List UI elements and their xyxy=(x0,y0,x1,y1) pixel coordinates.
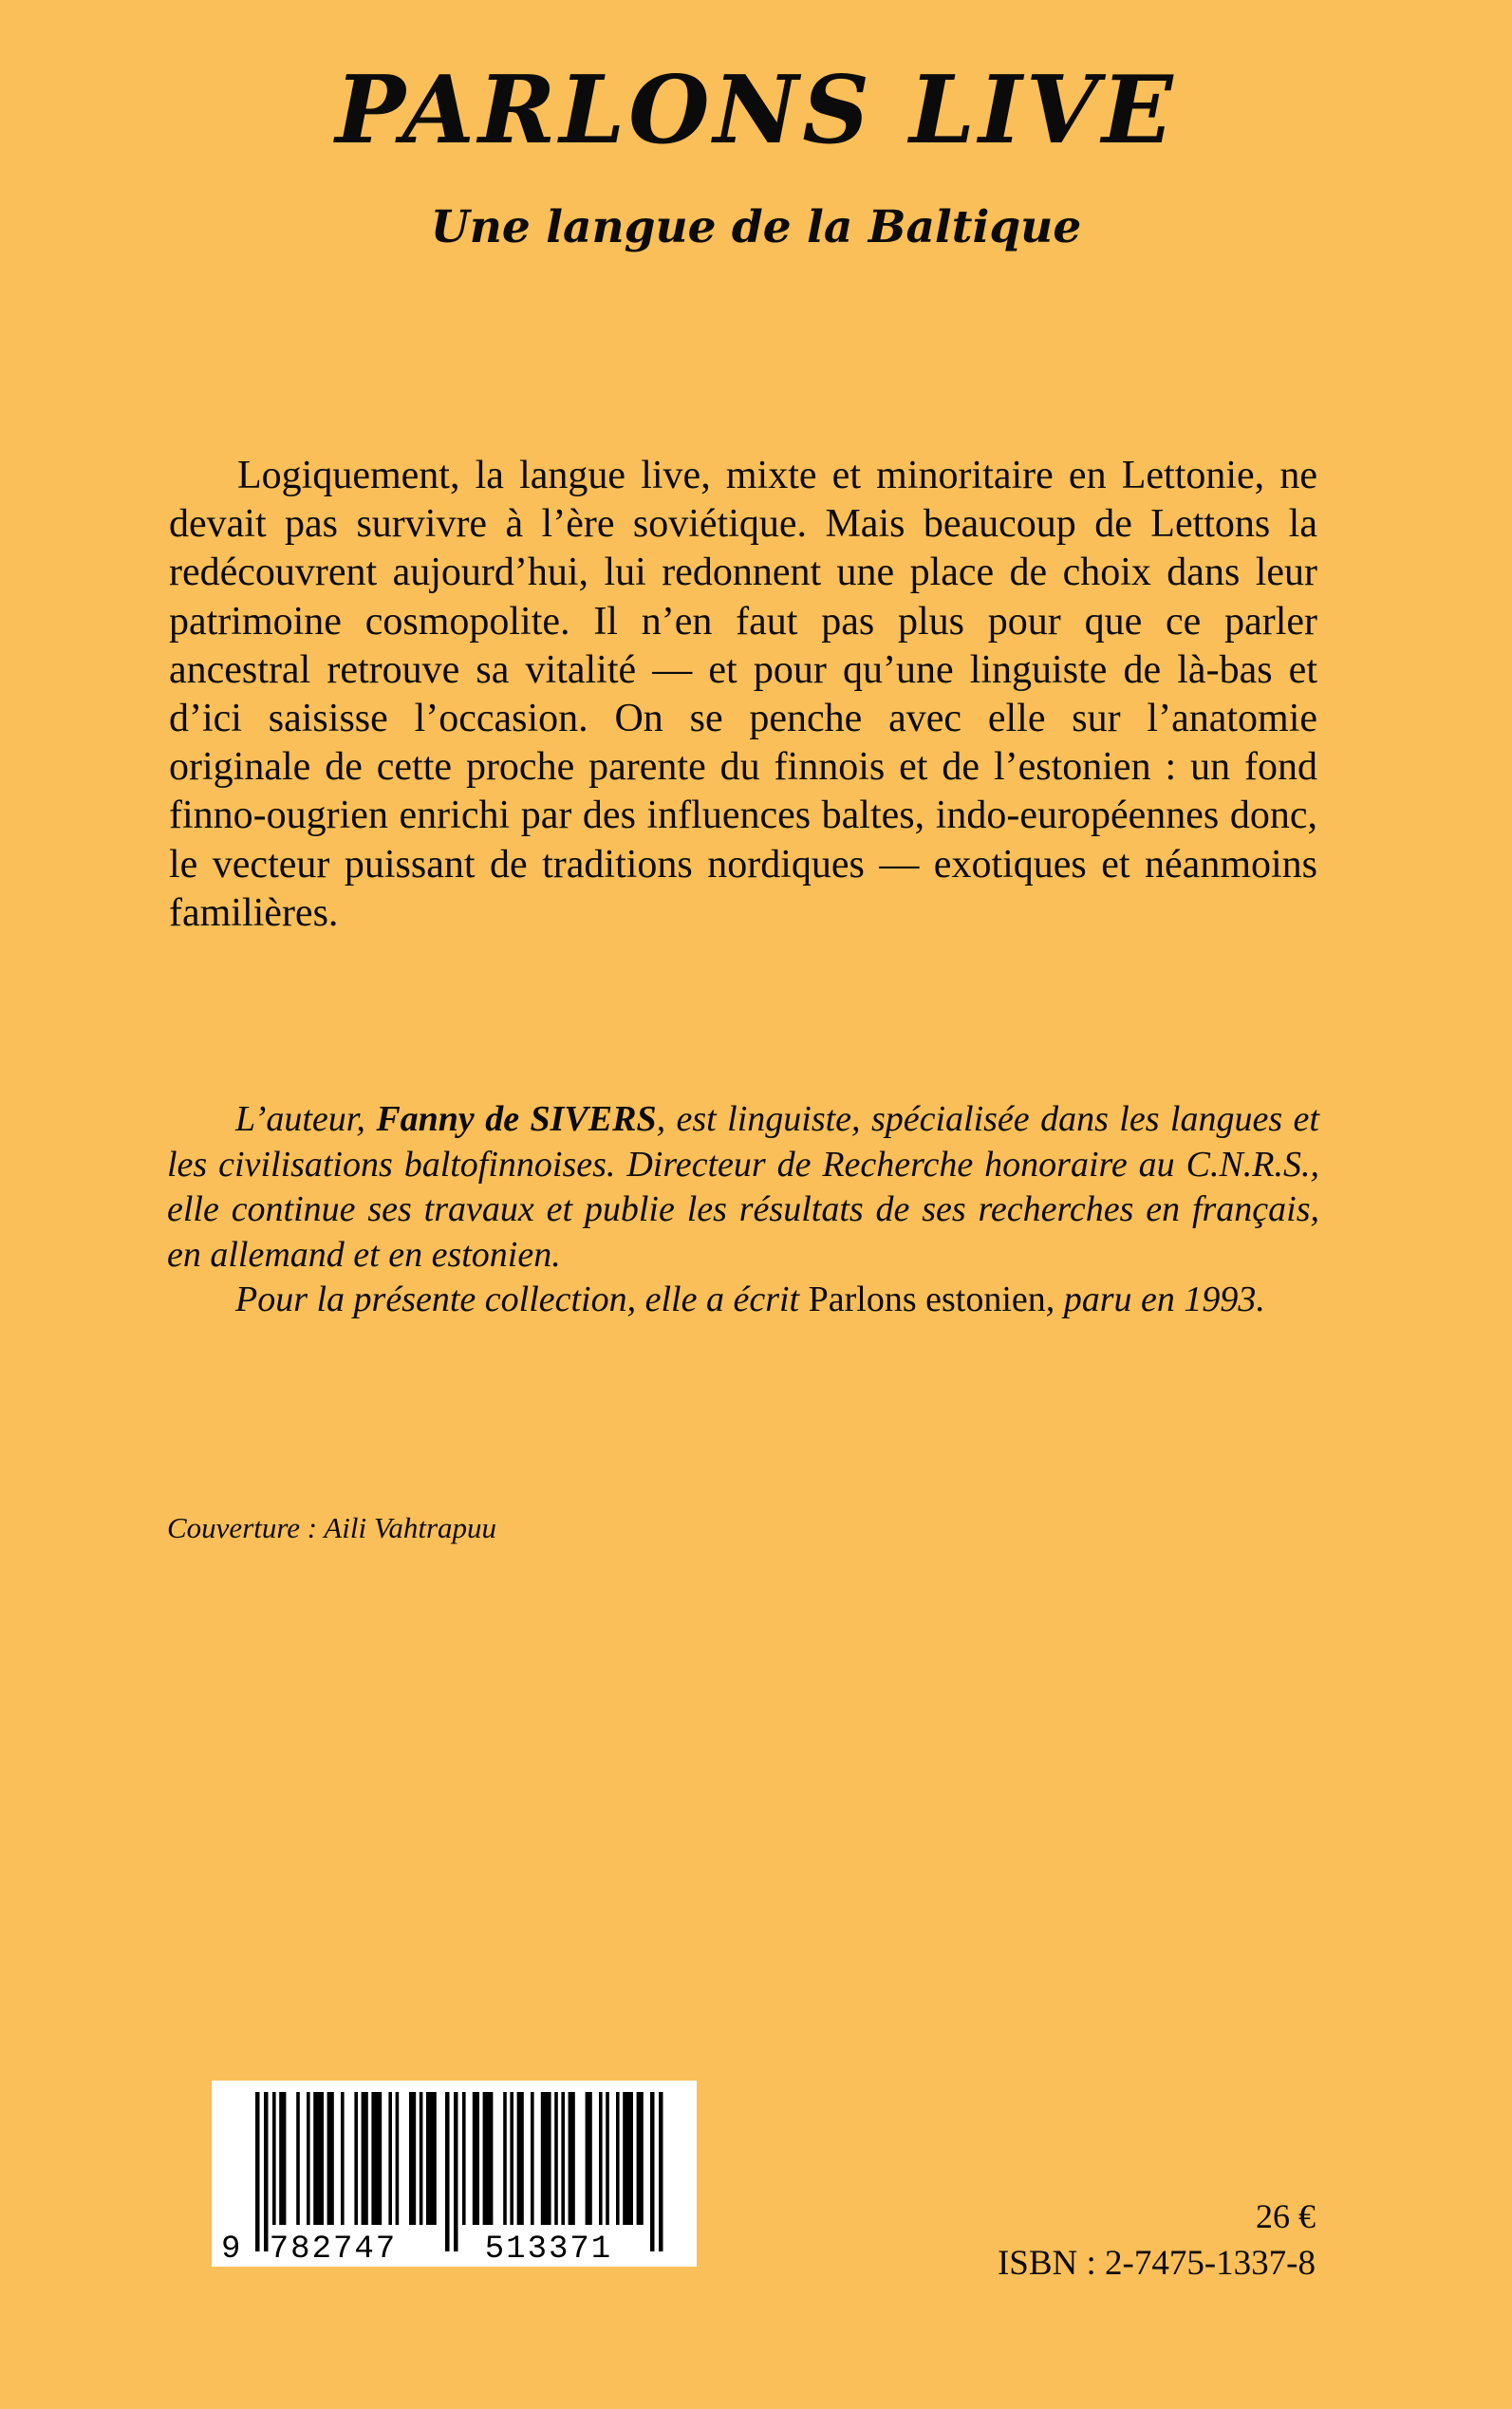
barcode-digits-left: 782747 xyxy=(269,2232,398,2267)
cover-credit: Couverture : Aili Vahtrapuu xyxy=(167,1511,497,1544)
author-bio-paragraph: L’auteur, Fanny de SIVERS, est linguiste, spécialisée dans les langues et les civilisations baltofinnoises. Directeur de Recherche honoraire au C.N.R.S., elle continue ses travaux et publie les résultats de ses recherches en français, en allemand et en estonien. xyxy=(167,1099,1319,1275)
ean-barcode xyxy=(212,2081,697,2267)
author-bio xyxy=(167,1097,1319,1323)
collection-note: Pour la présente collection, elle a écrit Parlons estonien, paru en 1993. xyxy=(235,1279,1265,1319)
price: 26 € xyxy=(1256,2197,1316,2235)
barcode-first-digit: 9 xyxy=(221,2232,241,2267)
barcode-digits-right: 513371 xyxy=(484,2232,613,2267)
book-subtitle: Une langue de la Baltique xyxy=(430,201,1082,253)
book-title: PARLONS LIVE xyxy=(335,56,1177,165)
back-cover-blurb: Logiquement, la langue live, mixte et minoritaire en Lettonie, ne devait pas survivre à l’ère soviétique. Mais beaucoup de Lettons la redécouvrent aujourd’hui, lui redonnent une place de choix dans leur patrimoine cosmopolite. Il n’en faut pas plus pour que ce parler ancestral retrouve sa vitalité — et pour qu’une linguiste de là-bas et d’ici saisisse l’occasion. On se penche avec elle sur l’anatomie originale de cette proche parente du finnois et de l’estonien : un fond finno-ougrien enrichi par des influences baltes, indo-européennes donc, le vecteur puissant de traditions nordiques — exotiques et néanmoins familières. xyxy=(169,454,1317,935)
isbn: ISBN : 2-7475-1337-8 xyxy=(997,2244,1316,2283)
barcode-bars xyxy=(212,2081,697,2267)
related-book-title: Parlons estonien xyxy=(808,1279,1046,1319)
author-name: Fanny de SIVERS xyxy=(376,1099,657,1139)
